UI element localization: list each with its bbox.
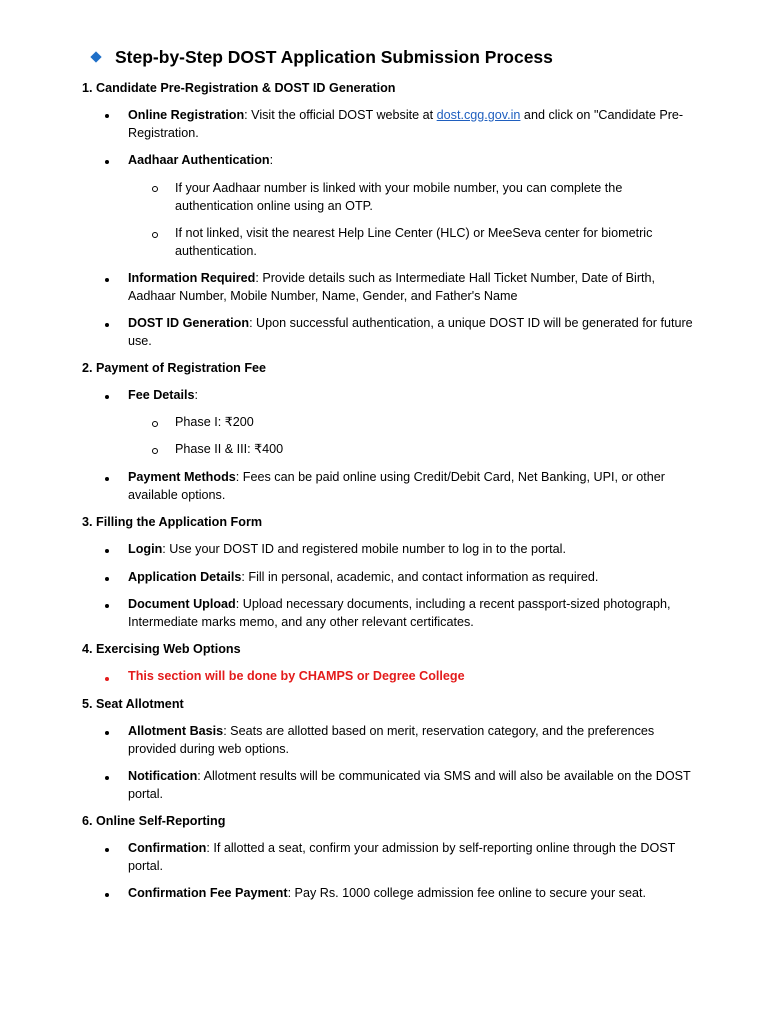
item-text: : Allotment results will be communicated via SMS and will also be available on the DOST portal. — [128, 769, 691, 801]
bullet-icon — [105, 477, 109, 481]
item-text: : Seats are allotted based on merit, reservation category, and the preferences provided during web options. — [128, 724, 655, 756]
item-text: : Upon successful authentication, a unique DOST ID will be generated for future use. — [128, 316, 693, 348]
bullet-icon — [105, 323, 109, 327]
item-label: Payment Methods — [128, 470, 236, 484]
bullet-icon — [105, 776, 109, 780]
bullet-icon — [105, 278, 109, 282]
item-text: : — [194, 388, 198, 402]
list-item-fee-details — [128, 387, 698, 405]
item-label: Notification — [128, 769, 198, 783]
section-heading-3: 3. Filling the Application Form — [82, 515, 263, 529]
bullet-icon — [105, 893, 109, 897]
title-row — [92, 45, 553, 71]
item-label: Login — [128, 542, 163, 556]
bullet-icon — [105, 160, 109, 164]
section-heading-1: 1. Candidate Pre-Registration & DOST ID Generation — [82, 81, 396, 95]
list-item-login — [128, 541, 698, 559]
item-label: DOST ID Generation — [128, 316, 250, 330]
list-item-application-details — [128, 569, 698, 587]
list-item-notification — [128, 768, 698, 803]
warning-note: This section will be done by CHAMPS or Degree College — [128, 669, 465, 683]
section-heading-6: 6. Online Self-Reporting — [82, 814, 226, 828]
list-item-aadhaar-authentication — [128, 152, 698, 170]
item-label: Online Registration — [128, 108, 245, 122]
list-item-online-registration — [128, 107, 698, 142]
list-item-payment-methods — [128, 469, 698, 504]
list-item-allotment-basis — [128, 723, 698, 758]
bullet-icon — [105, 848, 109, 852]
item-text: : Pay Rs. 1000 college admission fee online to secure your seat. — [287, 886, 646, 900]
circle-bullet-icon — [152, 448, 158, 454]
sub-list-item: If your Aadhaar number is linked with your mobile number, you can complete the authentication online using an OTP. — [175, 181, 623, 213]
bullet-icon — [105, 549, 109, 553]
dost-website-link[interactable]: dost.cgg.gov.in — [436, 108, 521, 122]
item-text: : Fees can be paid online using Credit/Debit Card, Net Banking, UPI, or other available options. — [128, 470, 665, 502]
list-item-confirmation-fee-payment — [128, 885, 698, 903]
item-label: Application Details — [128, 570, 242, 584]
circle-bullet-icon — [152, 186, 158, 192]
item-label: Fee Details — [128, 388, 195, 402]
sub-list-item: Phase I: ₹200 — [175, 415, 254, 429]
item-text: : Use your DOST ID and registered mobile number to log in to the portal. — [162, 542, 566, 556]
circle-bullet-icon — [152, 232, 158, 238]
section-heading-4: 4. Exercising Web Options — [82, 642, 241, 656]
item-label: Aadhaar Authentication — [128, 153, 270, 167]
diamond-bullet-icon — [90, 51, 101, 62]
list-item-dost-id-generation — [128, 315, 698, 350]
section-heading-5: 5. Seat Allotment — [82, 697, 184, 711]
item-text: : Visit the official DOST website at — [244, 108, 437, 122]
list-item-document-upload — [128, 596, 698, 631]
bullet-icon — [105, 677, 109, 681]
item-text: : Provide details such as Intermediate Hall Ticket Number, Date of Birth, Aadhaar Number, Mobile Number, Name, Gender, and Father's Name — [128, 271, 656, 303]
circle-bullet-icon — [152, 421, 158, 427]
sub-list-item: Phase II & III: ₹400 — [175, 442, 284, 456]
item-label: Confirmation — [128, 841, 207, 855]
bullet-icon — [105, 604, 109, 608]
bullet-icon — [105, 114, 109, 118]
bullet-icon — [105, 731, 109, 735]
item-label: Document Upload — [128, 597, 236, 611]
bullet-icon — [105, 577, 109, 581]
item-text: : If allotted a seat, confirm your admission by self-reporting online through the DOST portal. — [128, 841, 676, 873]
item-label: Information Required — [128, 271, 256, 285]
list-item-confirmation — [128, 840, 698, 875]
list-item-information-required — [128, 270, 698, 305]
section-heading-2: 2. Payment of Registration Fee — [82, 361, 267, 375]
item-text: : — [269, 153, 274, 167]
bullet-icon — [105, 395, 109, 399]
item-label: Allotment Basis — [128, 724, 224, 738]
item-text: : Upload necessary documents, including a recent passport-sized photograph, Intermediate marks memo, and any other relevant certificates. — [128, 597, 671, 629]
item-text: : Fill in personal, academic, and contact information as required. — [241, 570, 599, 584]
sub-list-item: If not linked, visit the nearest Help Line Center (HLC) or MeeSeva center for biometric authentication. — [175, 226, 653, 258]
item-text: and click on "Candidate Pre-Registration. — [128, 108, 684, 140]
page-title: Step-by-Step DOST Application Submission Process — [115, 47, 553, 68]
item-label: Confirmation Fee Payment — [128, 886, 288, 900]
